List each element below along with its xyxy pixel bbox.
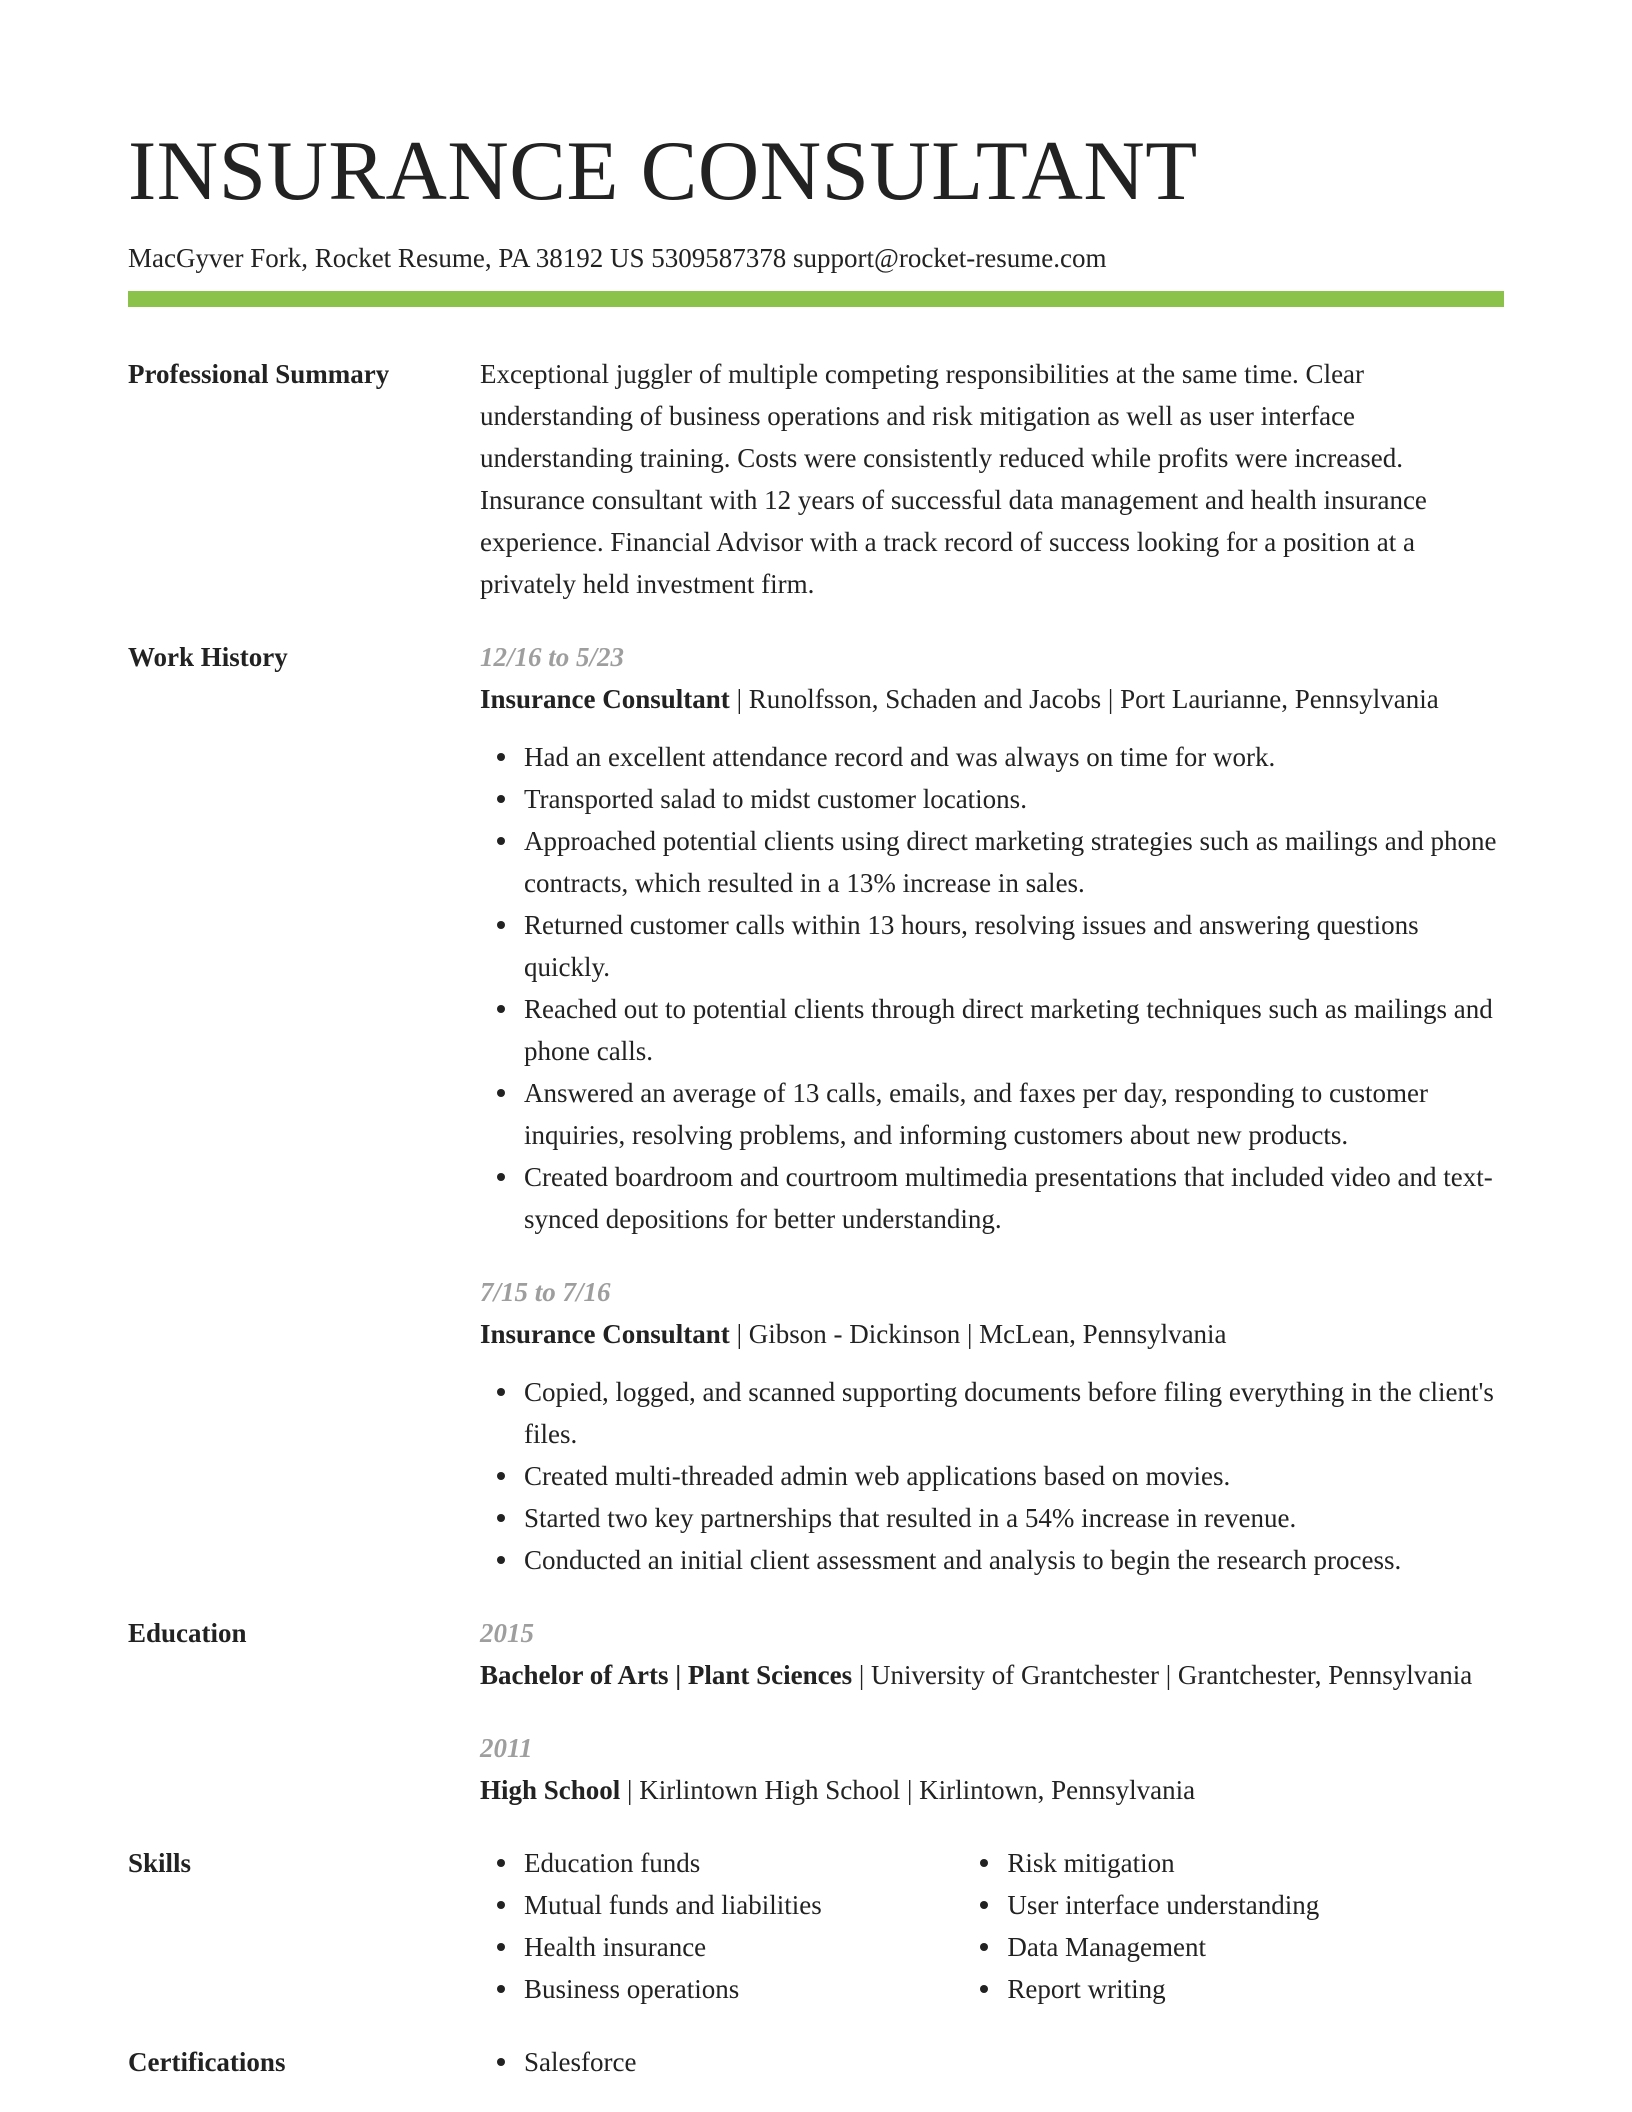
job-heading — [480, 678, 1504, 720]
skills-list-right — [963, 1842, 1504, 2010]
list-item: Created boardroom and courtroom multimedia presentations that included video and text-synced depositions for better understanding. — [524, 1156, 1504, 1240]
education-degree: Bachelor of Arts | Plant Sciences — [480, 1660, 853, 1690]
list-item: Conducted an initial client assessment and analysis to begin the research process. — [524, 1539, 1504, 1581]
job-title: Insurance Consultant — [480, 684, 730, 714]
list-item: Salesforce — [524, 2041, 1504, 2083]
skills-label: Skills — [128, 1848, 192, 1878]
education-entry — [480, 1612, 1504, 1696]
list-item: Created multi-threaded admin web applications based on movies. — [524, 1455, 1504, 1497]
education-year: 2015 — [480, 1618, 534, 1648]
education-label: Education — [128, 1618, 247, 1648]
education-heading — [480, 1769, 1504, 1811]
summary-section — [128, 353, 1504, 605]
list-item: Data Management — [1007, 1926, 1504, 1968]
job-heading — [480, 1313, 1504, 1355]
summary-label: Professional Summary — [128, 359, 390, 389]
education-details: | Kirlintown High School | Kirlintown, Pennsylvania — [620, 1775, 1196, 1805]
education-year: 2011 — [480, 1733, 533, 1763]
job-dates: 7/15 to 7/16 — [480, 1277, 611, 1307]
job-details: | Gibson - Dickinson | McLean, Pennsylvania — [729, 1319, 1227, 1349]
job-bullets — [480, 1371, 1504, 1581]
list-item: Copied, logged, and scanned supporting documents before filing everything in the client's files. — [524, 1371, 1504, 1455]
list-item: Transported salad to midst customer locations. — [524, 778, 1504, 820]
list-item: Approached potential clients using direct marketing strategies such as mailings and phone contracts, which resulted in a 13% increase in sales. — [524, 820, 1504, 904]
list-item: Had an excellent attendance record and was always on time for work. — [524, 736, 1504, 778]
education-entry — [480, 1727, 1504, 1811]
certifications-section — [128, 2041, 1504, 2083]
list-item: Education funds — [524, 1842, 963, 1884]
skills-section — [128, 1842, 1504, 2010]
job-dates: 12/16 to 5/23 — [480, 642, 625, 672]
list-item: Returned customer calls within 13 hours, resolving issues and answering questions quickly. — [524, 904, 1504, 988]
list-item: Reached out to potential clients through direct marketing techniques such as mailings and phone calls. — [524, 988, 1504, 1072]
education-details: | University of Grantchester | Grantchester, Pennsylvania — [852, 1660, 1473, 1690]
certifications-list — [480, 2041, 1504, 2083]
education-section — [128, 1612, 1504, 1811]
list-item: Answered an average of 13 calls, emails, and faxes per day, responding to customer inquiries, resolving problems, and informing customers about new products. — [524, 1072, 1504, 1156]
education-degree: High School — [480, 1775, 621, 1805]
resume-title: INSURANCE CONSULTANT — [128, 124, 1198, 218]
contact-line: MacGyver Fork, Rocket Resume, PA 38192 US 5309587378 support@rocket-resume.com — [128, 243, 1107, 273]
job-bullets — [480, 736, 1504, 1240]
list-item: Business operations — [524, 1968, 963, 2010]
job-entry — [480, 1271, 1504, 1581]
list-item: Health insurance — [524, 1926, 963, 1968]
work-history-section — [128, 636, 1504, 1581]
list-item: Mutual funds and liabilities — [524, 1884, 963, 1926]
header-divider — [128, 291, 1504, 307]
job-title: Insurance Consultant — [480, 1319, 730, 1349]
job-entry — [480, 636, 1504, 1240]
summary-text: Exceptional juggler of multiple competing responsibilities at the same time. Clear understanding of business operations and risk mitigation as well as user interface understanding training. Costs were consistently reduced while profits were increased. Insurance consultant with 12 years of successful data management and health insurance experience. Financial Advisor with a track record of success looking for a position at a privately held investment firm. — [480, 359, 1427, 599]
list-item: Risk mitigation — [1007, 1842, 1504, 1884]
skills-list-left — [480, 1842, 963, 2010]
job-details: | Runolfsson, Schaden and Jacobs | Port Laurianne, Pennsylvania — [729, 684, 1439, 714]
list-item: Report writing — [1007, 1968, 1504, 2010]
list-item: User interface understanding — [1007, 1884, 1504, 1926]
work-history-label: Work History — [128, 642, 288, 672]
resume-page — [128, 0, 1504, 2083]
education-heading — [480, 1654, 1504, 1696]
certifications-label: Certifications — [128, 2047, 286, 2077]
list-item: Started two key partnerships that resulted in a 54% increase in revenue. — [524, 1497, 1504, 1539]
